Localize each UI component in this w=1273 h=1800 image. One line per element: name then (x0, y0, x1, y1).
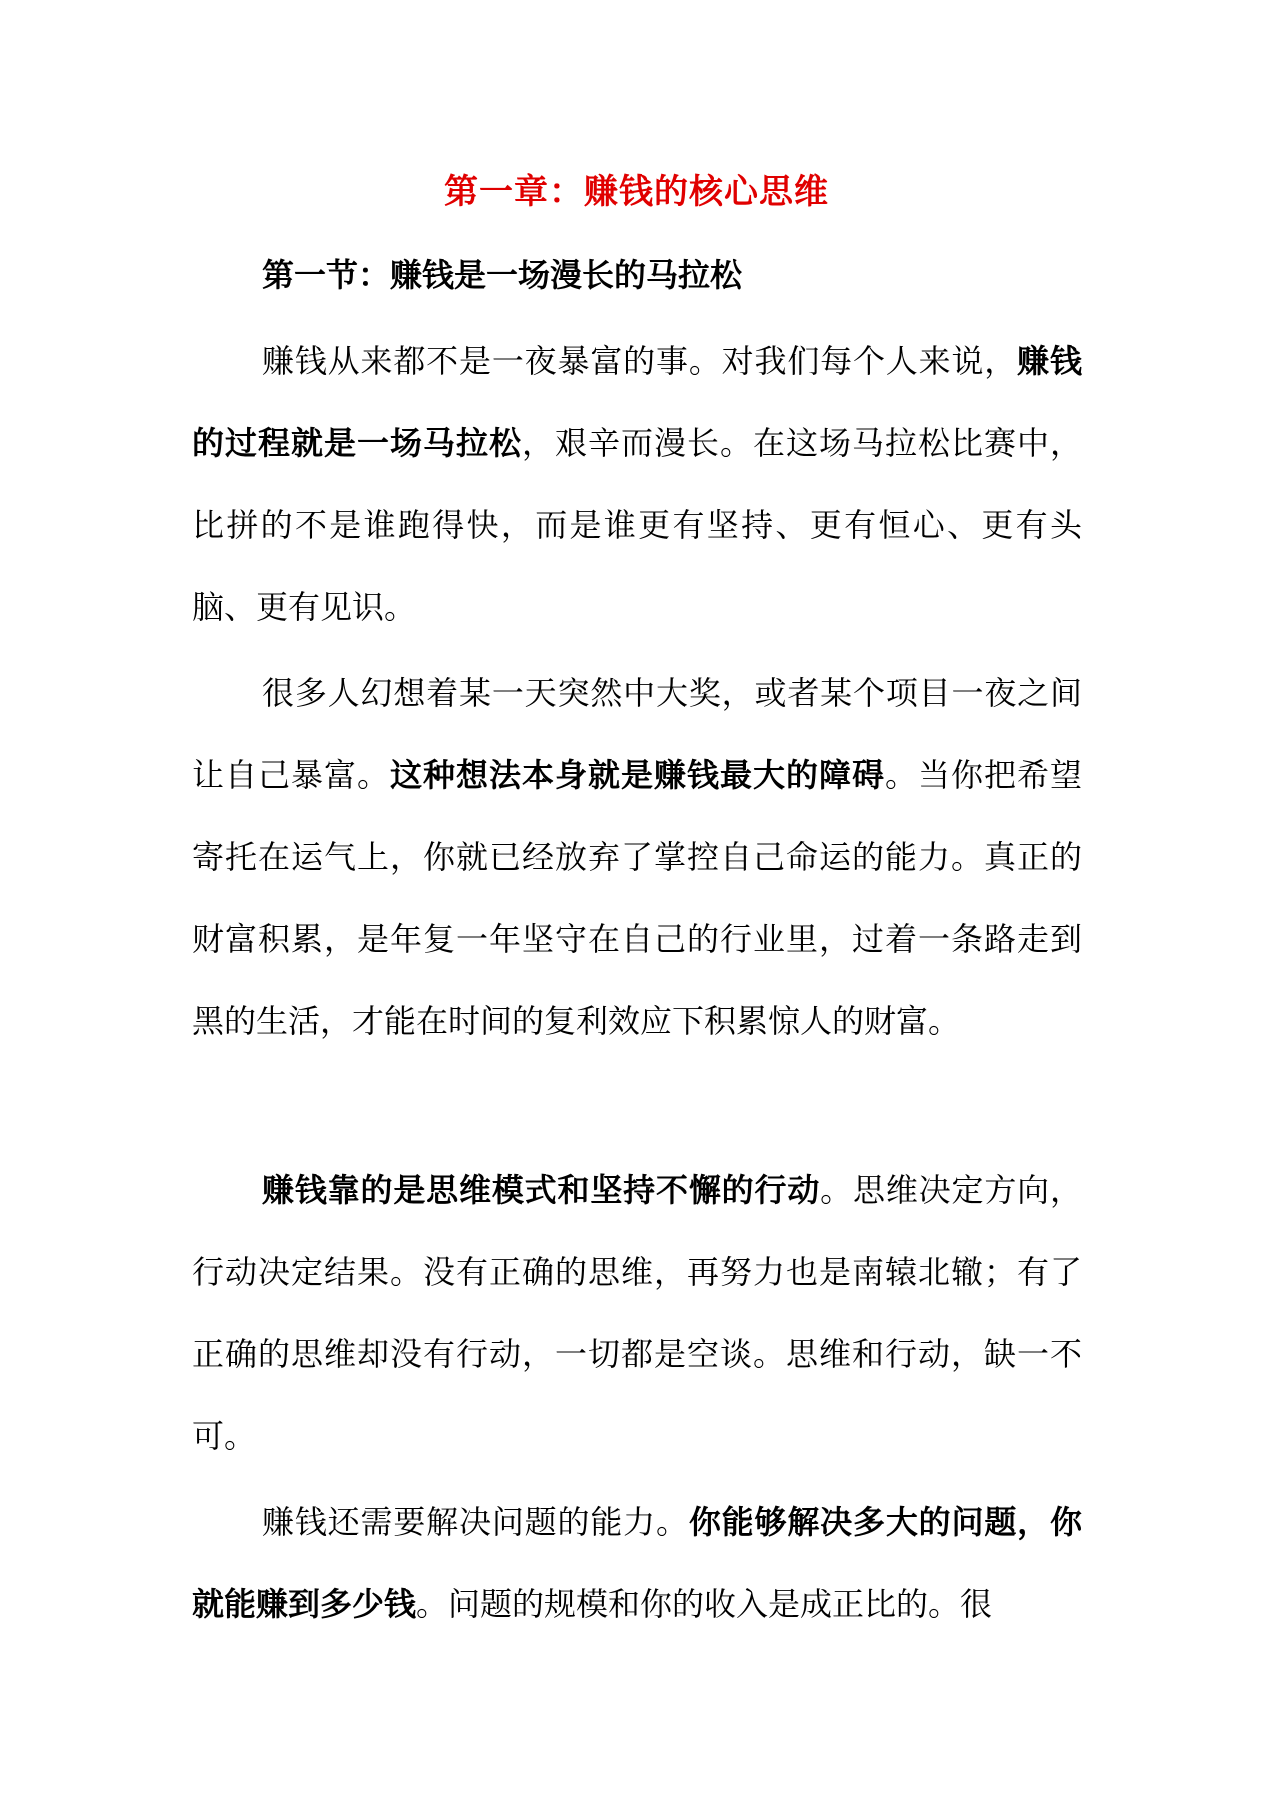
paragraph-1 (192, 320, 1082, 648)
bold-emphasis: 赚钱靠的是思维模式和坚持不懈的行动 (262, 1171, 821, 1209)
paragraph-4 (192, 1481, 1082, 1645)
paragraph-text: 。思维决定方向，行动决定结果。没有正确的思维，再努力也是南辕北辙；有了正确的思维却没有行动，一切都是空谈。思维和行动，缺一不可。 (192, 1171, 1082, 1455)
paragraph-text: ，艰辛而漫长。在这场马拉松比赛中，比拼的不是谁跑得快，而是谁更有坚持、更有恒心、更有头脑、更有见识。 (192, 424, 1082, 626)
paragraph-text: 。问题的规模和你的收入是成正比的。很 (416, 1585, 993, 1623)
paragraph-text: 赚钱还需要解决问题的能力。 (262, 1503, 689, 1541)
bold-emphasis: 你能够解决多大的问题，你就能赚到多少钱 (192, 1503, 1082, 1623)
paragraph-2 (192, 652, 1082, 1062)
section-title: 第一节：赚钱是一场漫长的马拉松 (262, 256, 743, 294)
paragraph-text: 。当你把希望寄托在运气上，你就已经放弃了掌控自己命运的能力。真正的财富积累，是年复一年坚守在自己的行业里，过着一条路走到黑的生活，才能在时间的复利效应下积累惊人的财富。 (192, 756, 1082, 1040)
bold-emphasis: 这种想法本身就是赚钱最大的障碍 (390, 756, 885, 794)
paragraph-3 (192, 1149, 1082, 1477)
paragraph-text: 很多人幻想着某一天突然中大奖，或者某个项目一夜之间让自己暴富。 (192, 674, 1082, 794)
chapter-title: 第一章：赚钱的核心思维 (444, 172, 829, 212)
paragraph-text: 赚钱从来都不是一夜暴富的事。对我们每个人来说， (262, 342, 1018, 380)
bold-emphasis: 赚钱的过程就是一场马拉松 (192, 342, 1082, 462)
